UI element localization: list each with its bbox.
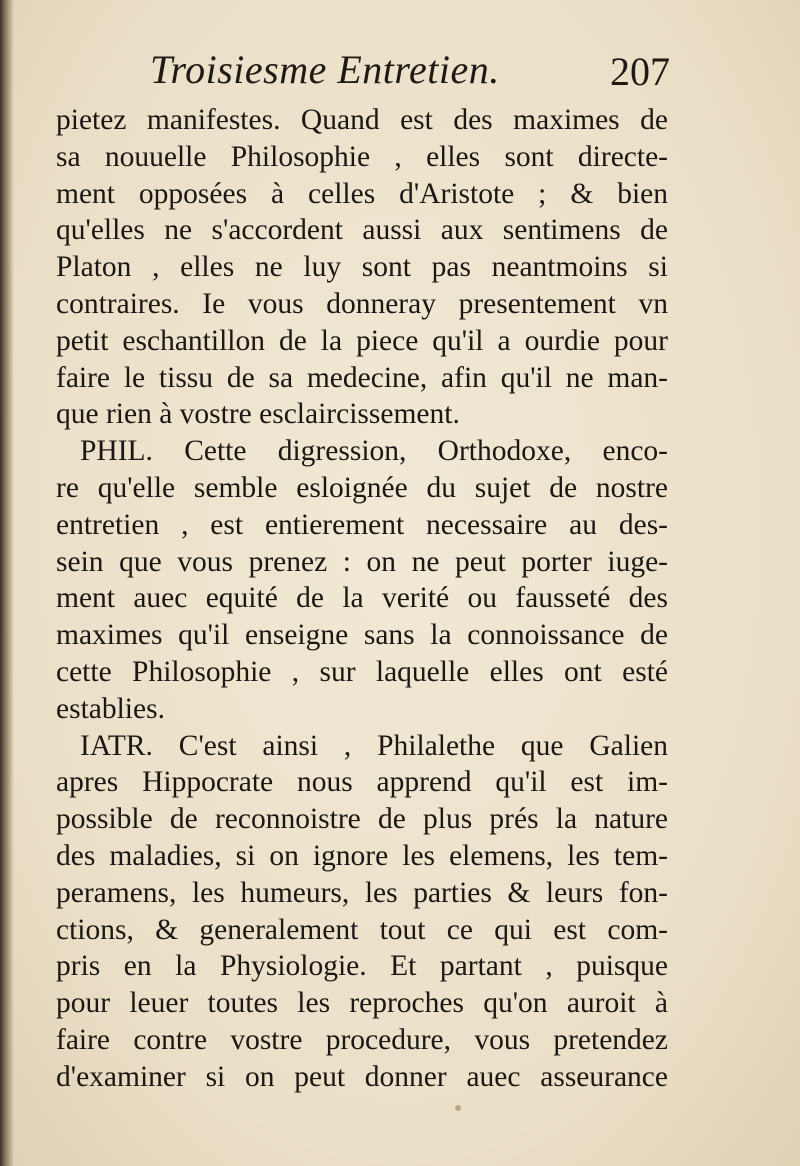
text-line: pour leuer toutes les reproches qu'on auroit à <box>56 987 668 1020</box>
paper-speck <box>455 1105 461 1111</box>
text-line-speaker-iatr: IATR. C'est ainsi , Philalethe que Galien <box>80 729 668 762</box>
text-line: ment opposées à celles d'Aristote ; & bien <box>56 177 668 210</box>
text-line: re qu'elle semble esloignée du sujet de nostre <box>56 471 668 504</box>
running-title: Troisiesme Entretien. <box>150 47 500 92</box>
text-line-speaker-phil: PHIL. Cette digression, Orthodoxe, enco- <box>80 435 668 468</box>
text-line: Platon , elles ne luy sont pas neantmoins si <box>56 251 668 284</box>
text-line: maximes qu'il enseigne sans la connoissance de <box>56 619 668 652</box>
text-line: des maladies, si on ignore les elemens, les tem- <box>56 839 668 872</box>
text-line: qu'elles ne s'accordent aussi aux sentimens de <box>56 214 668 247</box>
text-line: d'examiner si on peut donner auec asseurance <box>56 1060 668 1093</box>
text-line: apres Hippocrate nous apprend qu'il est im- <box>56 766 668 799</box>
text-line: possible de reconnoistre de plus prés la nature <box>56 803 668 836</box>
text-line: sa nouuelle Philosophie , elles sont directe- <box>56 140 668 173</box>
text-line: petit eschantillon de la piece qu'il a ourdie pour <box>56 324 668 357</box>
page-number: 207 <box>610 49 670 94</box>
text-line: ment auec equité de la verité ou fausseté des <box>56 582 668 615</box>
text-line: faire le tissu de sa medecine, afin qu'il ne man- <box>56 361 668 394</box>
text-line: pietez manifestes. Quand est des maximes de <box>56 104 668 136</box>
text-line: ctions, & generalement tout ce qui est com- <box>56 913 668 946</box>
text-line: contraires. Ie vous donneray presentement vn <box>56 287 668 320</box>
text-line: que rien à vostre esclaircissement. <box>56 398 460 431</box>
binding-gutter-shadow <box>0 0 14 1166</box>
body-text <box>56 102 668 1096</box>
page-header <box>150 46 670 102</box>
text-line: peramens, les humeurs, les parties & leurs fon- <box>56 876 668 909</box>
text-line: faire contre vostre procedure, vous pretendez <box>56 1023 668 1056</box>
text-line: entretien , est entierement necessaire au des- <box>56 508 668 541</box>
text-line: cette Philosophie , sur laquelle elles ont esté <box>56 655 668 688</box>
text-line: pris en la Physiologie. Et partant , puisque <box>56 950 668 983</box>
text-line: establies. <box>56 692 165 725</box>
text-line: sein que vous prenez : on ne peut porter iuge- <box>56 545 668 578</box>
